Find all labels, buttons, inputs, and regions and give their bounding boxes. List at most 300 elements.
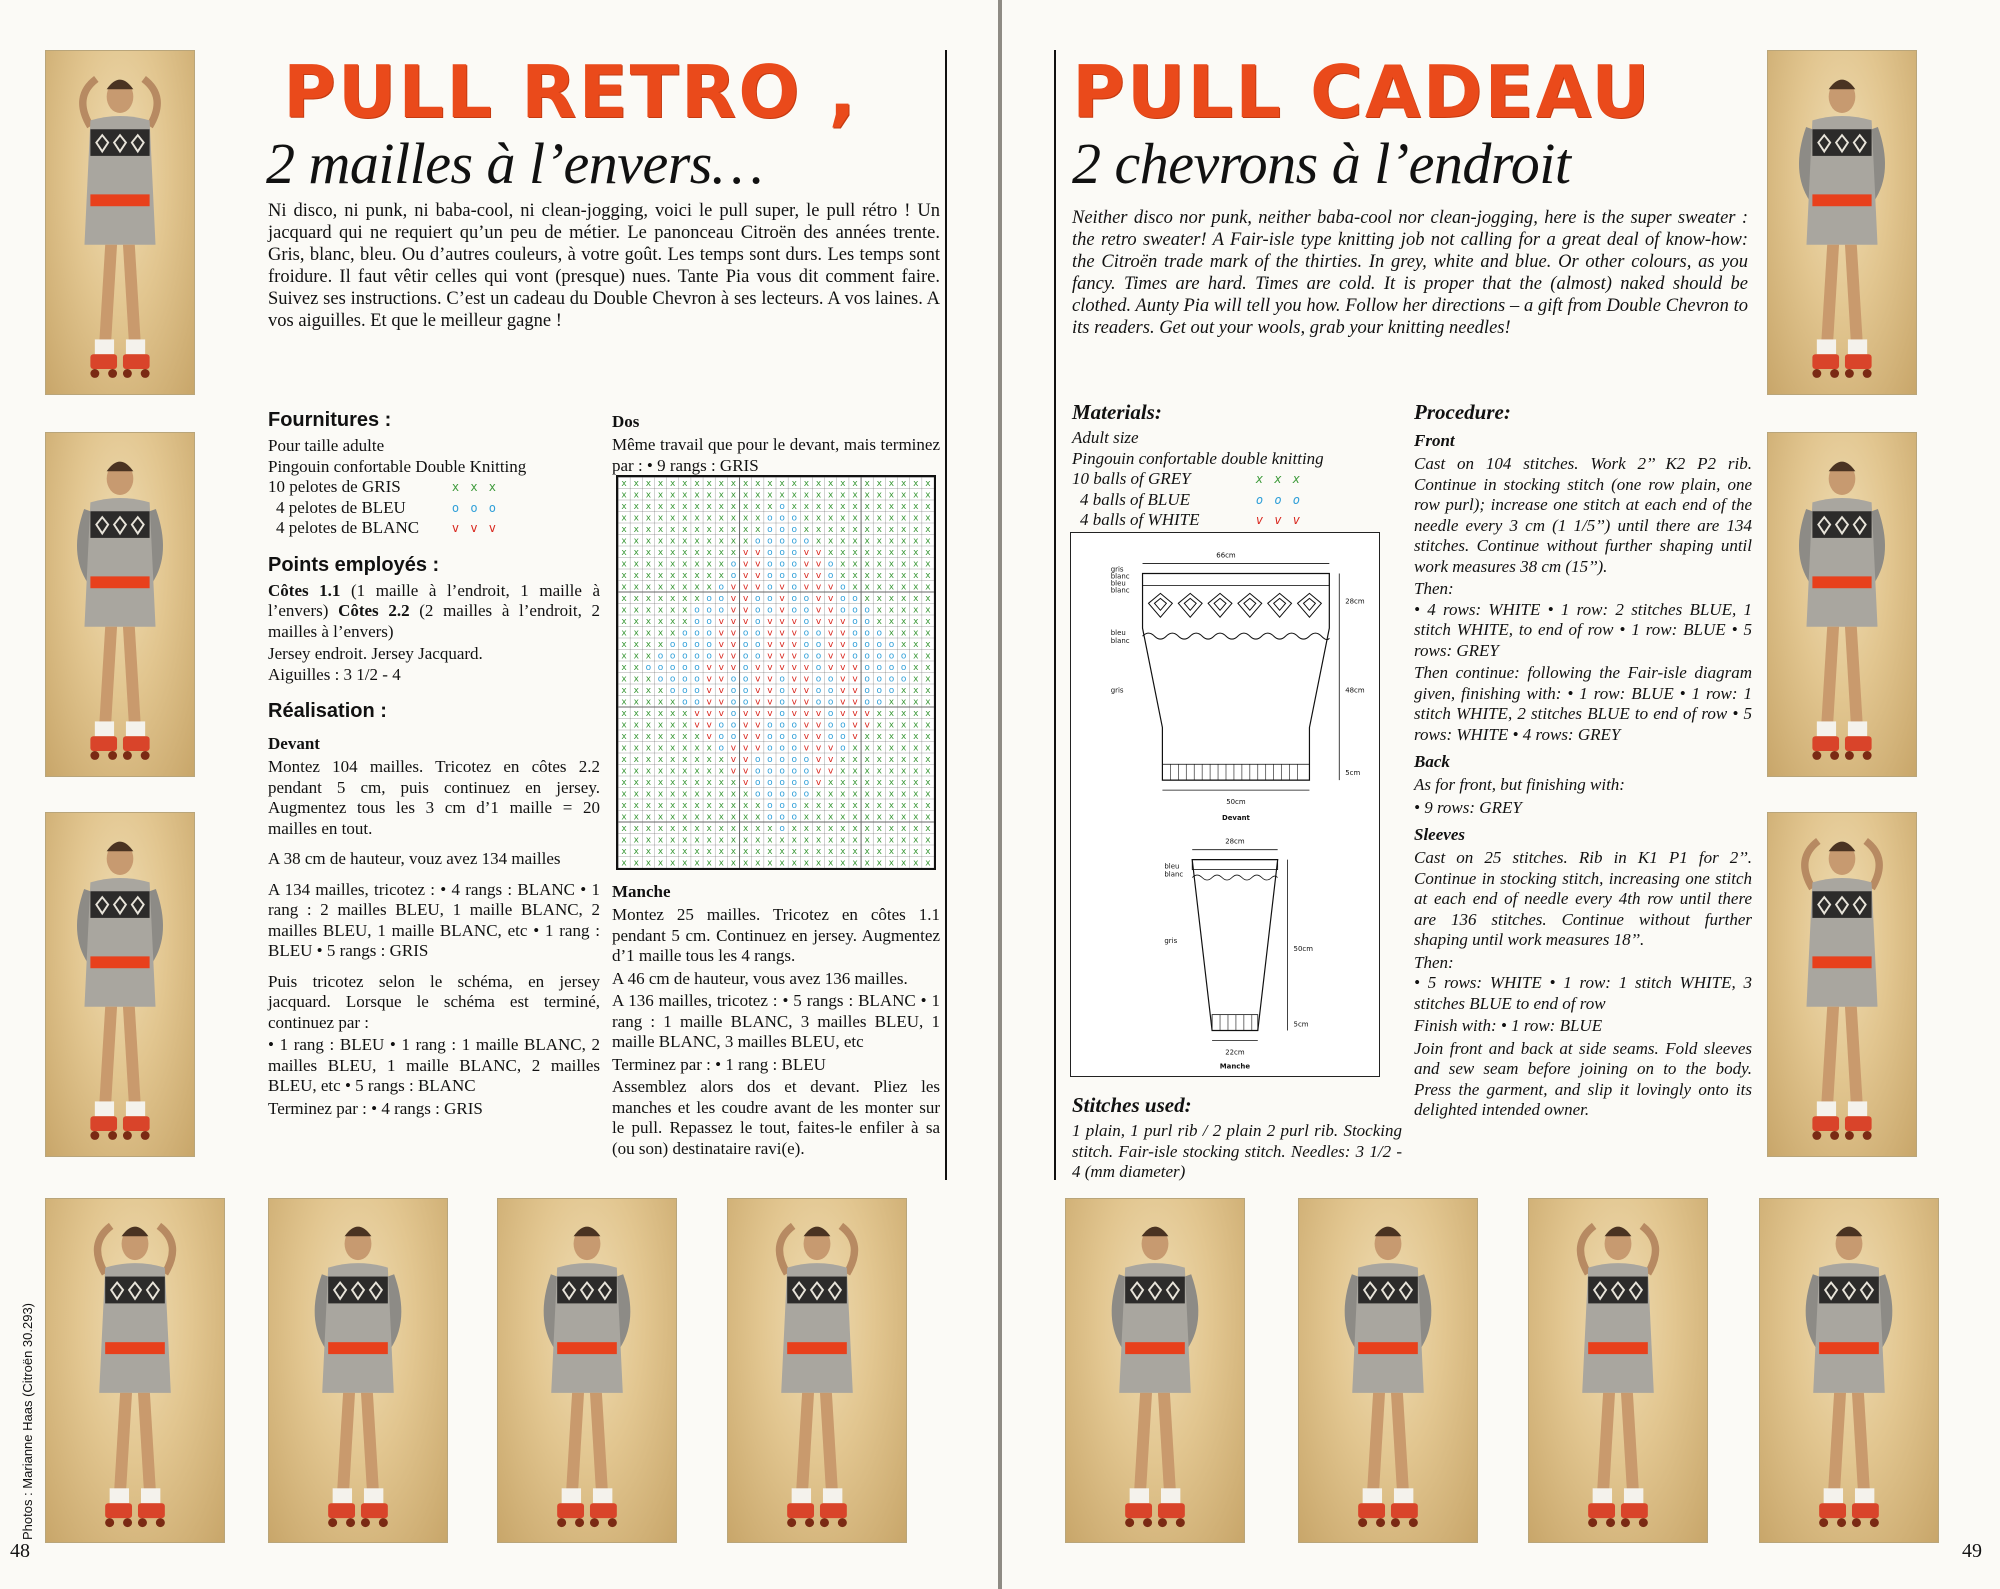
chart-stitch: x [694, 754, 700, 765]
chart-stitch: x [645, 513, 652, 524]
chart-stitch: x [633, 536, 639, 547]
chart-stitch: v [779, 662, 785, 673]
chart-stitch: x [913, 800, 919, 811]
chart-stitch: x [876, 754, 882, 765]
chart-stitch: x [633, 789, 639, 800]
column-rule [1054, 50, 1056, 1180]
chart-stitch: x [876, 720, 882, 731]
chart-stitch: o [767, 536, 773, 547]
sleeve-width-label: 28cm [1225, 837, 1245, 846]
chart-stitch: x [670, 835, 676, 846]
chart-stitch: v [767, 651, 773, 662]
chart-stitch: x [621, 651, 627, 662]
chart-stitch: o [852, 651, 858, 662]
chart-stitch: x [876, 605, 882, 616]
chart-stitch: v [815, 547, 822, 558]
chart-stitch: v [718, 639, 724, 650]
chart-stitch: x [913, 754, 919, 765]
chart-stitch: o [876, 685, 883, 696]
chart-stitch: x [925, 501, 931, 512]
chart-stitch: x [815, 812, 822, 823]
chart-stitch: x [645, 593, 652, 604]
chart-stitch: x [900, 490, 907, 501]
chart-stitch: x [657, 731, 664, 742]
chart-stitch: o [767, 582, 773, 593]
chart-stitch: v [779, 582, 785, 593]
chart-stitch: x [876, 536, 882, 547]
chart-stitch: v [791, 628, 797, 639]
chart-stitch: x [633, 708, 639, 719]
chart-stitch: x [657, 490, 664, 501]
chart-stitch: x [682, 616, 688, 627]
chart-stitch: x [900, 697, 907, 708]
chart-stitch: v [767, 685, 773, 696]
chart-stitch: o [815, 651, 822, 662]
chart-stitch: x [864, 490, 870, 501]
chart-stitch: v [828, 766, 834, 777]
chart-stitch: x [925, 846, 931, 857]
chart-stitch: x [913, 697, 919, 708]
yarn-symbol: x x x [1255, 472, 1302, 486]
yarn-symbol: v v v [451, 521, 498, 535]
jacquard-grid [618, 477, 934, 868]
model-silhouette [498, 1199, 676, 1542]
chart-stitch: o [791, 720, 797, 731]
svg-text:gris: gris [1164, 937, 1178, 946]
chart-stitch: o [755, 593, 761, 604]
chart-stitch: o [706, 605, 712, 616]
chart-stitch: o [730, 674, 737, 685]
chart-stitch: x [888, 513, 895, 524]
chart-stitch: x [888, 559, 895, 570]
chart-stitch: x [694, 501, 700, 512]
chart-stitch: x [682, 800, 688, 811]
chart-stitch: x [779, 478, 785, 489]
chart-stitch: x [657, 720, 664, 731]
chart-stitch: x [900, 685, 907, 696]
chart-stitch: x [621, 754, 627, 765]
chart-stitch: v [815, 559, 822, 570]
chart-stitch: x [657, 582, 664, 593]
sleeve-height-2: 5cm [1293, 1020, 1309, 1029]
chart-stitch: v [767, 674, 773, 685]
chart-stitch: v [803, 697, 810, 708]
chart-stitch: x [888, 616, 895, 627]
chart-stitch: x [815, 524, 822, 535]
chart-stitch: x [900, 605, 907, 616]
chart-stitch: x [900, 743, 907, 754]
chart-stitch: x [925, 697, 931, 708]
chart-stitch: o [876, 697, 883, 708]
chart-stitch: x [852, 777, 858, 788]
chart-stitch: o [779, 547, 785, 558]
chart-stitch: o [852, 605, 858, 616]
chart-stitch: x [828, 823, 834, 834]
chart-stitch: x [876, 501, 882, 512]
chart-stitch: v [840, 685, 846, 696]
chart-stitch: x [682, 823, 688, 834]
chart-stitch: x [900, 708, 907, 719]
chart-stitch: x [900, 754, 907, 765]
chart-stitch: x [670, 478, 676, 489]
chart-stitch: v [755, 662, 761, 673]
chart-stitch: x [852, 823, 858, 834]
chart-stitch: x [913, 570, 919, 581]
chart-stitch: x [888, 720, 895, 731]
model-silhouette [46, 51, 194, 394]
chart-stitch: o [755, 754, 761, 765]
chart-stitch: v [742, 731, 749, 742]
svg-text:bleu: bleu [1110, 629, 1126, 638]
chart-stitch: x [925, 478, 931, 489]
chart-stitch: x [694, 846, 700, 857]
chart-stitch: x [900, 478, 907, 489]
chart-stitch: o [827, 559, 834, 570]
chart-stitch: x [925, 823, 931, 834]
chart-stitch: v [815, 570, 822, 581]
chart-stitch: x [718, 524, 724, 535]
chart-stitch: x [828, 490, 834, 501]
chart-stitch: o [694, 628, 700, 639]
chart-stitch: x [840, 524, 846, 535]
chart-stitch: x [876, 835, 882, 846]
chart-stitch: v [755, 685, 761, 696]
chart-stitch: x [852, 789, 858, 800]
chart-stitch: x [864, 777, 870, 788]
chart-stitch: x [888, 766, 895, 777]
chart-stitch: x [864, 743, 870, 754]
chart-stitch: x [900, 800, 907, 811]
chart-stitch: o [791, 559, 797, 570]
chart-stitch: v [755, 674, 761, 685]
chart-stitch: x [767, 835, 773, 846]
chart-stitch: x [670, 720, 676, 731]
chart-stitch: x [925, 708, 931, 719]
chart-stitch: x [742, 524, 749, 535]
chart-stitch: x [633, 651, 639, 662]
photo-model-11 [1065, 1198, 1245, 1543]
chart-stitch: o [706, 639, 712, 650]
chart-stitch: x [730, 777, 737, 788]
chart-stitch: o [827, 570, 834, 581]
chart-stitch: x [852, 559, 858, 570]
chart-stitch: x [706, 766, 712, 777]
chart-stitch: x [621, 639, 627, 650]
chart-stitch: v [755, 697, 761, 708]
chart-stitch: x [913, 766, 919, 777]
chart-stitch: o [669, 662, 676, 673]
chart-stitch: x [682, 524, 688, 535]
chart-stitch: x [621, 743, 627, 754]
chart-stitch: x [621, 536, 627, 547]
chart-stitch: x [682, 582, 688, 593]
chart-stitch: v [718, 662, 724, 673]
chart-stitch: o [730, 559, 737, 570]
yarn-row: 4 pelotes de BLEU o o o [276, 497, 498, 517]
chart-stitch: x [730, 846, 737, 857]
chart-stitch: v [718, 685, 724, 696]
chart-stitch: x [803, 513, 810, 524]
front-height-3: 5cm [1345, 769, 1361, 778]
chart-stitch: x [730, 478, 737, 489]
chart-stitch: o [779, 743, 785, 754]
chart-stitch: x [621, 582, 627, 593]
chart-stitch: x [888, 858, 895, 868]
chart-stitch: o [657, 662, 664, 673]
chart-stitch: v [730, 639, 737, 650]
chart-stitch: o [669, 674, 676, 685]
chart-stitch: x [900, 582, 907, 593]
chart-stitch: x [645, 777, 652, 788]
chart-stitch: x [925, 570, 931, 581]
chart-stitch: x [670, 501, 676, 512]
chart-stitch: x [925, 766, 931, 777]
front-height-2: 48cm [1345, 686, 1365, 695]
chart-stitch: x [645, 639, 652, 650]
chart-stitch: o [803, 628, 810, 639]
chart-stitch: v [864, 720, 870, 731]
chart-stitch: o [779, 708, 785, 719]
chart-stitch: o [864, 662, 870, 673]
chart-stitch: o [827, 674, 834, 685]
chart-stitch: v [742, 743, 749, 754]
chart-stitch: x [670, 570, 676, 581]
chart-stitch: x [621, 800, 627, 811]
chart-stitch: x [706, 490, 712, 501]
chart-stitch: x [694, 835, 700, 846]
chart-stitch: o [742, 662, 749, 673]
chart-stitch: x [670, 547, 676, 558]
chart-stitch: x [694, 731, 700, 742]
chart-stitch: v [803, 743, 810, 754]
page-number: 49 [1962, 1540, 1982, 1562]
chart-stitch: x [718, 559, 724, 570]
chart-stitch: x [925, 789, 931, 800]
chart-stitch: v [815, 731, 822, 742]
chart-stitch: x [925, 513, 931, 524]
chart-stitch: x [682, 570, 688, 581]
chart-stitch: x [900, 628, 907, 639]
chart-stitch: x [925, 674, 931, 685]
chart-stitch: x [682, 720, 688, 731]
chart-stitch: x [876, 766, 882, 777]
chart-stitch: o [718, 605, 725, 616]
chart-stitch: x [913, 731, 919, 742]
chart-stitch: x [706, 536, 712, 547]
chart-stitch: v [767, 708, 773, 719]
chart-stitch: x [645, 524, 652, 535]
chart-stitch: x [706, 513, 712, 524]
chart-stitch: x [694, 559, 700, 570]
chart-stitch: x [888, 846, 895, 857]
chart-stitch: x [694, 478, 700, 489]
chart-stitch: v [803, 547, 810, 558]
chart-stitch: v [791, 639, 797, 650]
chart-stitch: x [682, 490, 688, 501]
chart-stitch: x [888, 582, 895, 593]
subhead: 2 mailles à l’envers… [266, 131, 763, 196]
chart-stitch: x [840, 800, 846, 811]
chart-stitch: v [803, 570, 810, 581]
chart-stitch: x [694, 582, 700, 593]
jacquard-chart [616, 475, 936, 870]
chart-stitch: x [876, 524, 882, 535]
chart-stitch: x [852, 800, 858, 811]
chart-stitch: x [864, 823, 870, 834]
chart-stitch: x [900, 570, 907, 581]
chart-stitch: v [803, 662, 810, 673]
chart-stitch: v [706, 731, 712, 742]
chart-stitch: x [767, 478, 773, 489]
intro-text: Ni disco, ni punk, ni baba-cool, ni clean-jogging, voici le pull super, le pull rétro ! Un jacquard qui ne requiert qu’un peu de métier. Le panonceau Citroën des années trente. Gris, blanc, bleu. Ou d’autres couleurs, à votre goût. Les temps sont durs. Les temps sont froidure. Il faut vêtir celles qui vont (presque) nues. Tante Pia vous dit comment faire. Suivez ses instructions. C’est un cadeau du Double Chevron à ses lecteurs. A vos laines. A vos aiguilles. Et que le meilleur gagne ! [268, 201, 940, 331]
chart-stitch: o [791, 754, 797, 765]
chart-stitch: x [621, 812, 627, 823]
chart-stitch: x [876, 731, 882, 742]
chart-stitch: x [742, 536, 749, 547]
chart-stitch: v [815, 605, 822, 616]
chart-stitch: o [779, 766, 785, 777]
chart-stitch: x [742, 490, 749, 501]
chart-stitch: x [876, 490, 882, 501]
chart-stitch: x [670, 743, 676, 754]
chart-stitch: x [694, 547, 700, 558]
yarn-row: 10 balls of GREY x x x [1072, 469, 1302, 488]
chart-stitch: x [864, 547, 870, 558]
chart-stitch: v [815, 777, 822, 788]
devant-heading: Devant [268, 734, 320, 753]
chart-stitch: x [840, 846, 846, 857]
chart-stitch: x [670, 524, 676, 535]
model-silhouette [46, 813, 194, 1156]
chart-stitch: v [803, 582, 810, 593]
chart-stitch: x [694, 570, 700, 581]
chart-stitch: x [670, 766, 676, 777]
chart-stitch: x [913, 835, 919, 846]
chart-stitch: x [706, 582, 712, 593]
chart-stitch: v [791, 651, 797, 662]
column-right-instructions [612, 405, 940, 478]
chart-stitch: o [767, 513, 773, 524]
chart-stitch: x [767, 858, 773, 868]
chart-stitch: x [864, 754, 870, 765]
chart-stitch: x [840, 547, 846, 558]
chart-stitch: o [755, 605, 761, 616]
chart-stitch: x [670, 697, 676, 708]
chart-stitch: x [645, 501, 652, 512]
chart-stitch: x [864, 593, 870, 604]
chart-stitch: x [815, 823, 822, 834]
intro-text: Neither disco nor punk, neither baba-cool nor clean-jogging, here is the super sweater : the retro sweater! A Fair-isle type knitting job not calling for a great deal of know-how: the Citroën trade mark of the thirties. In grey, white and blue. Or other colours, as you fancy. Times are hard. Times are cold. It is proper that the (almost) naked should be clothed. Aunty Pia will tell you how. Follow her directions – a gift from Double Chevron to its readers. Get out your wools, grab your knitting needles! [1072, 208, 1748, 338]
chart-stitch: x [925, 835, 931, 846]
svg-text:blanc: blanc [1164, 870, 1184, 879]
chart-stitch: x [852, 478, 858, 489]
chart-stitch: v [864, 708, 870, 719]
chart-stitch: o [852, 628, 858, 639]
chart-stitch: x [815, 513, 822, 524]
chart-stitch: x [657, 605, 664, 616]
chart-stitch: v [730, 651, 737, 662]
chart-stitch: v [828, 662, 834, 673]
chart-stitch: x [925, 559, 931, 570]
chart-stitch: x [682, 743, 688, 754]
chart-stitch: x [913, 559, 919, 570]
chart-stitch: v [852, 731, 858, 742]
chart-stitch: x [694, 513, 700, 524]
chart-stitch: x [657, 513, 664, 524]
chart-stitch: x [828, 513, 834, 524]
chart-stitch: x [670, 605, 676, 616]
chart-stitch: o [694, 616, 700, 627]
chart-stitch: x [803, 501, 810, 512]
chart-stitch: x [767, 490, 773, 501]
chart-stitch: x [718, 536, 724, 547]
chart-stitch: x [876, 513, 882, 524]
chart-stitch: x [840, 478, 846, 489]
chart-stitch: x [718, 846, 724, 857]
chart-stitch: o [827, 708, 834, 719]
chart-stitch: x [621, 823, 627, 834]
chart-stitch: v [828, 754, 834, 765]
chart-stitch: x [852, 524, 858, 535]
chart-stitch: x [828, 812, 834, 823]
photo-credit: Photos : Marianne Haas (Citroën 30.293) [20, 1302, 35, 1540]
chart-stitch: x [791, 835, 797, 846]
svg-text:blanc: blanc [1110, 586, 1130, 595]
chart-stitch: x [633, 593, 639, 604]
chart-stitch: o [791, 513, 797, 524]
chart-stitch: x [645, 846, 652, 857]
chart-stitch: x [779, 835, 785, 846]
chart-stitch: v [803, 708, 810, 719]
front-heading: Front [1414, 431, 1455, 450]
chart-stitch: x [852, 846, 858, 857]
chart-stitch: o [730, 685, 737, 696]
chart-stitch: x [645, 536, 652, 547]
chart-stitch: x [864, 766, 870, 777]
chart-stitch: x [913, 547, 919, 558]
chart-stitch: x [670, 754, 676, 765]
chart-stitch: x [742, 513, 749, 524]
chart-stitch: x [718, 490, 724, 501]
chart-stitch: o [767, 812, 773, 823]
chart-stitch: x [888, 570, 895, 581]
chart-stitch: x [694, 823, 700, 834]
chart-stitch: x [755, 513, 761, 524]
column-rule [945, 50, 947, 1180]
chart-stitch: v [706, 708, 712, 719]
chart-stitch: o [803, 605, 810, 616]
chart-stitch: x [718, 754, 724, 765]
chart-stitch: v [730, 754, 737, 765]
chart-stitch: v [706, 685, 712, 696]
chart-stitch: x [803, 524, 810, 535]
chart-stitch: x [657, 559, 664, 570]
chart-stitch: v [718, 628, 724, 639]
chart-stitch: o [791, 789, 797, 800]
chart-stitch: x [706, 559, 712, 570]
chart-stitch: x [755, 501, 761, 512]
chart-stitch: x [718, 789, 724, 800]
chart-stitch: x [888, 547, 895, 558]
chart-stitch: x [694, 490, 700, 501]
chart-stitch: o [669, 685, 676, 696]
photo-model-9 [1767, 432, 1917, 777]
chart-stitch: x [645, 685, 652, 696]
chart-stitch: x [621, 524, 627, 535]
chart-stitch: x [900, 835, 907, 846]
chart-stitch: x [682, 789, 688, 800]
chart-stitch: v [791, 685, 797, 696]
